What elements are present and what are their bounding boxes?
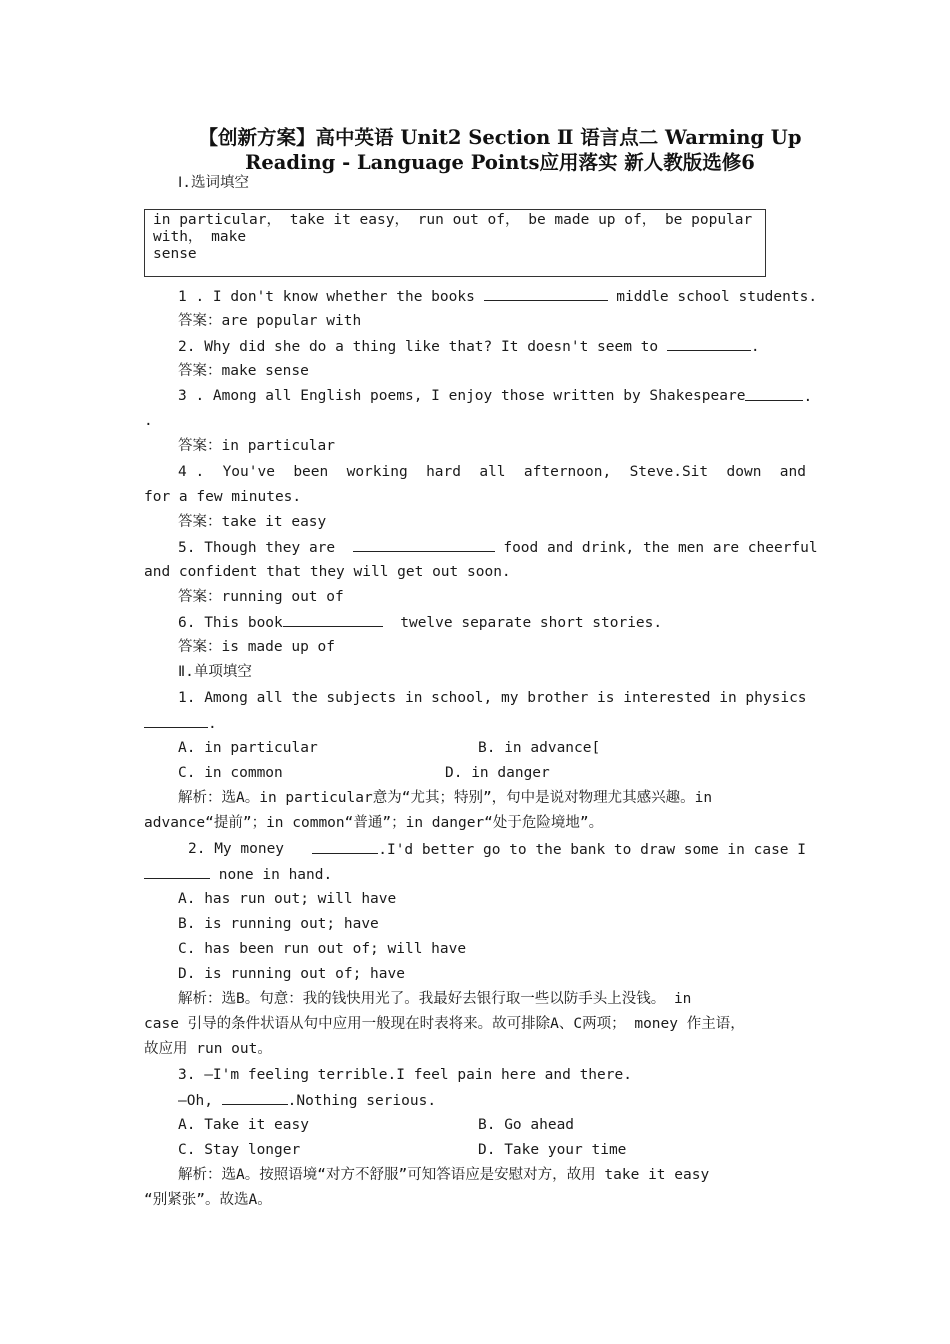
- word-bank-box: [144, 209, 766, 277]
- answer-blank: [353, 538, 495, 552]
- word: afternoon,: [523, 464, 612, 480]
- word-bank-line-1: in particular， take it easy， run out of， be made up of， be popular: [153, 212, 753, 228]
- word: You've: [222, 464, 275, 480]
- word: Steve.Sit: [629, 464, 709, 480]
- answer-3: 答案：in particular: [178, 438, 335, 454]
- option-a: A. Take it easy: [178, 1117, 309, 1133]
- question-3-text: 3 . Among all English poems, I enjoy those written by Shakespeare: [178, 388, 746, 404]
- question-3: [178, 387, 813, 406]
- option-d: D. in danger: [445, 765, 550, 781]
- word: down: [726, 464, 762, 480]
- mc-question-1-end: .: [208, 716, 217, 732]
- question-6-text-end: twelve separate short stories.: [400, 615, 663, 631]
- question-5-text-end: food and drink, the men are cheerful: [503, 540, 818, 556]
- analysis-1-line-1: 解析：选A。in particular意为“尤其；特别”，句中是说对物理尤其感兴趣。in: [178, 790, 713, 806]
- word: all: [479, 464, 506, 480]
- section-1-heading: Ⅰ.选词填空: [178, 175, 250, 191]
- mc-question-2-continuation: [144, 865, 332, 884]
- option-d: D. is running out of; have: [178, 966, 405, 982]
- analysis-2-line-2: case 引导的条件状语从句中应用一般现在时表将来。故可排除A、C两项； money 作主语，: [144, 1016, 745, 1032]
- answer-blank: [144, 714, 208, 728]
- document-title-line-2: Reading - Language Points应用落实 新人教版选修6: [245, 151, 755, 174]
- answer-blank: [484, 287, 608, 301]
- answer-blank: [745, 387, 803, 401]
- word-bank-line-3: sense: [153, 246, 197, 262]
- answer-blank: [667, 337, 751, 351]
- question-1-text-end: middle school students.: [616, 289, 818, 305]
- mc-question-2: [188, 840, 806, 859]
- answer-2: 答案：make sense: [178, 363, 309, 379]
- answer-blank: [144, 865, 210, 879]
- question-5-continuation: and confident that they will get out soon.: [144, 564, 511, 580]
- question-2-text-end: .: [750, 339, 760, 355]
- word: hard: [426, 464, 461, 480]
- reply-text: —Oh,: [178, 1093, 213, 1109]
- option-c: C. in common: [178, 765, 283, 781]
- option-c: C. has been run out of; will have: [178, 941, 467, 957]
- word: working: [346, 464, 408, 480]
- word-bank-line-2: with， make: [153, 229, 247, 245]
- question-1-text: 1 . I don't know whether the books: [178, 289, 475, 305]
- answer-4: 答案：take it easy: [178, 514, 327, 530]
- option-d: D. Take your time: [478, 1142, 627, 1158]
- reply-text-end: .Nothing serious.: [287, 1093, 437, 1109]
- option-a: A. has run out; will have: [178, 891, 397, 907]
- analysis-1-line-2: advance“提前”；in common“普通”；in danger“处于危险境地”。: [144, 815, 604, 831]
- option-b: B. Go ahead: [478, 1117, 575, 1133]
- question-3-text-end: .: [803, 389, 813, 405]
- answer-6: 答案：is made up of: [178, 639, 335, 655]
- mc-question-3: 3. —I'm feeling terrible.I feel pain here and there.: [178, 1067, 632, 1083]
- mc-question-1-continuation: [144, 714, 217, 733]
- answer-5: 答案：running out of: [178, 589, 344, 605]
- question-1: [178, 287, 817, 306]
- mc-question-1: 1. Among all the subjects in school, my brother is interested in physics: [178, 690, 807, 706]
- mc-question-3-reply: [178, 1091, 436, 1110]
- option-a: A. in particular: [178, 740, 318, 756]
- analysis-2-line-3: 故应用 run out。: [144, 1041, 272, 1057]
- word: and: [779, 464, 806, 480]
- mc-question-2-text: 2. My money: [188, 841, 285, 857]
- analysis-2-line-1: 解析：选B。句意：我的钱快用光了。我最好去银行取一些以防手头上没钱。 in: [178, 991, 692, 1007]
- option-b: B. in advance[: [478, 740, 601, 756]
- mc-question-2-text-end: .I'd better go to the bank to draw some in case I: [378, 842, 806, 858]
- question-2: [178, 337, 760, 356]
- mc-question-2-end: none in hand.: [218, 867, 333, 883]
- answer-blank: [222, 1091, 288, 1105]
- question-4: [178, 463, 806, 481]
- question-5-text: 5. Though they are: [178, 540, 336, 556]
- word: been: [293, 464, 329, 480]
- question-4-continuation: for a few minutes.: [144, 489, 302, 505]
- option-b: B. is running out; have: [178, 916, 379, 932]
- question-3-continuation: .: [144, 413, 153, 429]
- option-c: C. Stay longer: [178, 1142, 301, 1158]
- question-5: [178, 538, 818, 557]
- question-2-text: 2. Why did she do a thing like that? It doesn't seem to: [178, 339, 659, 355]
- answer-blank: [283, 613, 383, 627]
- question-6-text: 6. This book: [178, 615, 283, 631]
- question-6: [178, 613, 662, 632]
- section-2-heading: Ⅱ.单项填空: [178, 664, 252, 680]
- word: 4 .: [178, 464, 205, 480]
- analysis-3-line-1: 解析：选A。按照语境“对方不舒服”可知答语应是安慰对方，故用 take it easy: [178, 1167, 710, 1183]
- answer-blank: [312, 840, 378, 854]
- answer-1: 答案：are popular with: [178, 313, 362, 329]
- document-title-line-1: 【创新方案】高中英语 Unit2 Section Ⅱ 语言点二 Warming Up: [198, 126, 802, 149]
- analysis-3-line-2: “别紧张”。故选A。: [144, 1192, 272, 1208]
